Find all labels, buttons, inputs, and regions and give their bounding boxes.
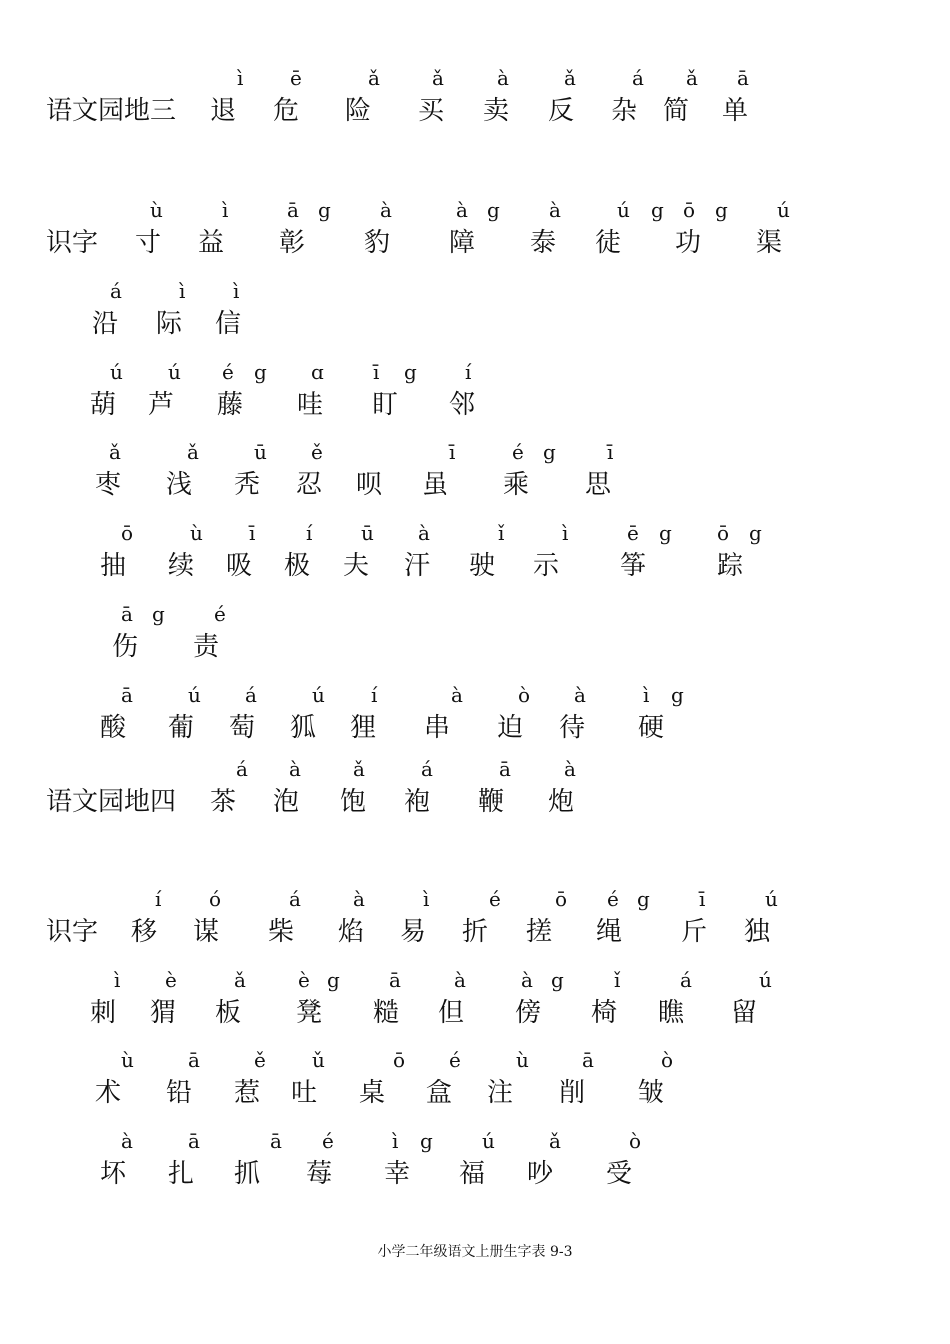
tone-mark: ì [179, 279, 186, 303]
page-footer: 小学二年级语文上册生字表 9-3 [377, 1244, 573, 1260]
vocab-character: 夫 [343, 551, 370, 581]
tone-mark: ō [717, 521, 730, 545]
vocab-character: 糙 [373, 998, 400, 1028]
tone-mark: ī [373, 360, 380, 384]
vocab-character: 单 [722, 96, 749, 126]
tone-mark: à [289, 757, 301, 781]
vocab-character: 汗 [404, 551, 431, 581]
tone-mark: ǐ [498, 521, 505, 545]
tone-mark: à [380, 198, 392, 222]
vocab-character: 泡 [273, 787, 300, 817]
vocab-character: 坏 [100, 1159, 127, 1189]
tone-mark: ō [393, 1048, 406, 1072]
vocab-character: 益 [198, 228, 225, 258]
vocab-character: 绳 [596, 917, 623, 947]
tone-mark: é [512, 440, 524, 464]
tone-mark: ì [392, 1129, 399, 1153]
tone-mark: ù [121, 1048, 134, 1072]
vocab-character: 盒 [426, 1078, 453, 1108]
tone-mark: ú [765, 887, 778, 911]
tone-mark: ǎ [686, 66, 698, 90]
tone-mark: ě [311, 440, 323, 464]
vocab-character: 退 [210, 96, 237, 126]
tone-mark: ú [617, 198, 630, 222]
vocab-character: 狐 [290, 713, 317, 743]
tone-mark: g [715, 198, 728, 222]
vocab-character: 扎 [168, 1159, 195, 1189]
vocab-character: 瞧 [658, 998, 685, 1028]
tone-mark: ì [643, 683, 650, 707]
vocab-character: 渠 [756, 228, 783, 258]
tone-mark: ē [290, 66, 302, 90]
vocab-character: 沿 [92, 309, 119, 339]
tone-mark: ú [777, 198, 790, 222]
vocab-character: 葡 [168, 713, 195, 743]
tone-mark: á [110, 279, 122, 303]
vocab-character: 抓 [234, 1159, 261, 1189]
tone-mark: g [254, 360, 267, 384]
vocab-character: 术 [95, 1078, 122, 1108]
tone-mark: ì [233, 279, 240, 303]
tone-mark: g [637, 887, 650, 911]
tone-mark: ī [249, 521, 256, 545]
tone-mark: à [456, 198, 468, 222]
tone-mark: á [680, 968, 692, 992]
vocab-character: 板 [215, 998, 242, 1028]
tone-mark: ú [759, 968, 772, 992]
tone-mark: à [353, 887, 365, 911]
tone-mark: í [306, 521, 313, 545]
tone-mark: g [659, 521, 672, 545]
tone-mark: à [574, 683, 586, 707]
vocab-character: 留 [731, 998, 758, 1028]
vocab-character: 待 [559, 713, 586, 743]
tone-mark: ē [627, 521, 639, 545]
tone-mark: ā [121, 683, 133, 707]
vocab-character: 抽 [100, 551, 127, 581]
vocab-character: 踪 [717, 551, 744, 581]
vocab-character: 柴 [268, 917, 295, 947]
vocab-character: 吐 [291, 1078, 318, 1108]
vocab-character: 受 [606, 1159, 633, 1189]
tone-mark: ā [737, 66, 749, 90]
tone-mark: á [632, 66, 644, 90]
tone-mark: é [607, 887, 619, 911]
vocab-character: 猬 [150, 998, 177, 1028]
tone-mark: g [327, 968, 340, 992]
tone-mark: ɑ [311, 360, 324, 384]
tone-mark: ī [449, 440, 456, 464]
tone-mark: á [236, 757, 248, 781]
vocab-character: 寸 [135, 228, 162, 258]
tone-mark: í [465, 360, 472, 384]
vocab-character: 虽 [422, 470, 449, 500]
tone-mark: ā [582, 1048, 594, 1072]
tone-mark: g [152, 602, 165, 626]
tone-mark: é [489, 887, 501, 911]
tone-mark: à [564, 757, 576, 781]
tone-mark: ù [150, 198, 163, 222]
tone-mark: é [214, 602, 226, 626]
tone-mark: ā [389, 968, 401, 992]
tone-mark: ō [121, 521, 134, 545]
tone-mark: ì [562, 521, 569, 545]
vocab-character: 驶 [469, 551, 496, 581]
tone-mark: ú [482, 1129, 495, 1153]
tone-mark: g [487, 198, 500, 222]
vocab-character: 铅 [166, 1078, 193, 1108]
section-heading: 语文园地四 [46, 787, 177, 817]
vocab-character: 硬 [638, 713, 665, 743]
vocab-character: 思 [585, 470, 612, 500]
tone-mark: ā [287, 198, 299, 222]
vocab-character: 萄 [229, 713, 256, 743]
vocab-character: 买 [418, 96, 445, 126]
vocab-character: 邻 [449, 390, 476, 420]
tone-mark: ū [254, 440, 267, 464]
vocab-character: 福 [459, 1159, 486, 1189]
vocab-character: 反 [548, 96, 575, 126]
tone-mark: ā [499, 757, 511, 781]
tone-mark: é [322, 1129, 334, 1153]
vocab-character: 惹 [234, 1078, 261, 1108]
tone-mark: ò [661, 1048, 674, 1072]
tone-mark: ī [607, 440, 614, 464]
tone-mark: ǔ [312, 1048, 325, 1072]
vocab-character: 忍 [296, 470, 323, 500]
tone-mark: è [298, 968, 310, 992]
vocab-character: 皱 [638, 1078, 665, 1108]
vocab-character: 示 [533, 551, 560, 581]
tone-mark: ě [254, 1048, 266, 1072]
tone-mark: à [521, 968, 533, 992]
vocab-character: 徒 [595, 228, 622, 258]
vocab-character: 幸 [384, 1159, 411, 1189]
tone-mark: í [155, 887, 162, 911]
vocab-character: 削 [559, 1078, 586, 1108]
tone-mark: à [121, 1129, 133, 1153]
tone-mark: à [451, 683, 463, 707]
tone-mark: g [420, 1129, 433, 1153]
tone-mark: ǎ [432, 66, 444, 90]
vocab-character: 炮 [548, 787, 575, 817]
vocab-character: 移 [131, 917, 158, 947]
tone-mark: ǎ [549, 1129, 561, 1153]
vocab-character: 莓 [306, 1159, 333, 1189]
vocab-character: 折 [462, 917, 489, 947]
tone-mark: é [222, 360, 234, 384]
vocab-character: 极 [284, 551, 311, 581]
vocab-character: 乘 [503, 470, 530, 500]
vocab-character: 吵 [527, 1159, 554, 1189]
vocab-character: 饱 [340, 787, 367, 817]
vocab-character: 葫 [90, 390, 117, 420]
tone-mark: ǎ [109, 440, 121, 464]
vocab-character: 焰 [338, 917, 365, 947]
vocab-character: 狸 [350, 713, 377, 743]
vocab-character: 酸 [100, 713, 127, 743]
vocab-character: 功 [675, 228, 702, 258]
tone-mark: ǐ [614, 968, 621, 992]
vocab-character: 际 [156, 309, 183, 339]
vocab-character: 秃 [234, 470, 261, 500]
vocab-character: 注 [487, 1078, 514, 1108]
vocab-character: 鞭 [478, 787, 505, 817]
vocab-character: 泰 [530, 228, 557, 258]
vocab-character: 独 [744, 917, 771, 947]
vocab-character: 信 [215, 309, 242, 339]
tone-mark: è [165, 968, 177, 992]
vocab-character: 芦 [148, 390, 175, 420]
tone-mark: á [421, 757, 433, 781]
vocab-character: 易 [400, 917, 427, 947]
vocab-character: 彰 [279, 228, 306, 258]
tone-mark: ǎ [234, 968, 246, 992]
tone-mark: ǎ [368, 66, 380, 90]
tone-mark: ū [361, 521, 374, 545]
vocab-character: 豹 [364, 228, 391, 258]
vocab-character: 续 [168, 551, 195, 581]
vocab-character: 串 [424, 713, 451, 743]
tone-mark: ǎ [564, 66, 576, 90]
tone-mark: ì [237, 66, 244, 90]
tone-mark: ō [683, 198, 696, 222]
vocab-character: 简 [663, 96, 690, 126]
vocab-character: 险 [345, 96, 372, 126]
tone-mark: g [543, 440, 556, 464]
vocab-character: 杂 [611, 96, 638, 126]
tone-mark: à [497, 66, 509, 90]
vocab-character: 傍 [515, 998, 542, 1028]
tone-mark: ò [518, 683, 531, 707]
tone-mark: ā [270, 1129, 282, 1153]
tone-mark: ù [516, 1048, 529, 1072]
vocab-character: 障 [449, 228, 476, 258]
vocab-character: 筝 [620, 551, 647, 581]
vocab-character: 伤 [112, 632, 139, 662]
tone-mark: g [671, 683, 684, 707]
vocab-character: 但 [438, 998, 465, 1028]
tone-mark: à [418, 521, 430, 545]
section-heading: 识字 [46, 228, 99, 258]
vocab-character: 搓 [526, 917, 553, 947]
tone-mark: ǎ [353, 757, 365, 781]
vocab-character: 凳 [296, 998, 323, 1028]
tone-mark: ù [190, 521, 203, 545]
tone-mark: ì [423, 887, 430, 911]
tone-mark: ò [629, 1129, 642, 1153]
tone-mark: ó [209, 887, 222, 911]
tone-mark: ō [555, 887, 568, 911]
vocab-character: 卖 [483, 96, 510, 126]
tone-mark: ú [312, 683, 325, 707]
tone-mark: à [549, 198, 561, 222]
vocab-character: 枣 [95, 470, 122, 500]
vocab-character: 谋 [193, 917, 220, 947]
tone-mark: ǎ [187, 440, 199, 464]
tone-mark: g [318, 198, 331, 222]
vocab-character: 危 [273, 96, 300, 126]
vocab-character: 哇 [297, 390, 324, 420]
vocab-character: 椅 [591, 998, 618, 1028]
tone-mark: ú [110, 360, 123, 384]
tone-mark: g [651, 198, 664, 222]
tone-mark: ā [121, 602, 133, 626]
tone-mark: à [454, 968, 466, 992]
tone-mark: g [749, 521, 762, 545]
vocab-character: 呗 [356, 470, 383, 500]
tone-mark: é [449, 1048, 461, 1072]
tone-mark: ú [188, 683, 201, 707]
vocab-character: 桌 [359, 1078, 386, 1108]
tone-mark: ā [188, 1129, 200, 1153]
vocab-character: 吸 [226, 551, 253, 581]
vocab-character: 责 [193, 632, 220, 662]
vocab-character: 藤 [217, 390, 244, 420]
tone-mark: ì [114, 968, 121, 992]
vocab-character: 斤 [681, 917, 708, 947]
vocab-character: 刺 [90, 998, 117, 1028]
tone-mark: á [289, 887, 301, 911]
vocab-character: 盯 [372, 390, 399, 420]
tone-mark: á [245, 683, 257, 707]
vocab-character: 茶 [210, 787, 237, 817]
vocab-character: 迫 [497, 713, 524, 743]
vocab-character: 浅 [166, 470, 193, 500]
tone-mark: ī [699, 887, 706, 911]
section-heading: 识字 [46, 917, 99, 947]
tone-mark: í [371, 683, 378, 707]
tone-mark: ì [222, 198, 229, 222]
section-heading: 语文园地三 [46, 96, 177, 126]
tone-mark: g [551, 968, 564, 992]
vocab-character: 袍 [404, 787, 431, 817]
tone-mark: ú [168, 360, 181, 384]
tone-mark: ā [188, 1048, 200, 1072]
tone-mark: g [404, 360, 417, 384]
